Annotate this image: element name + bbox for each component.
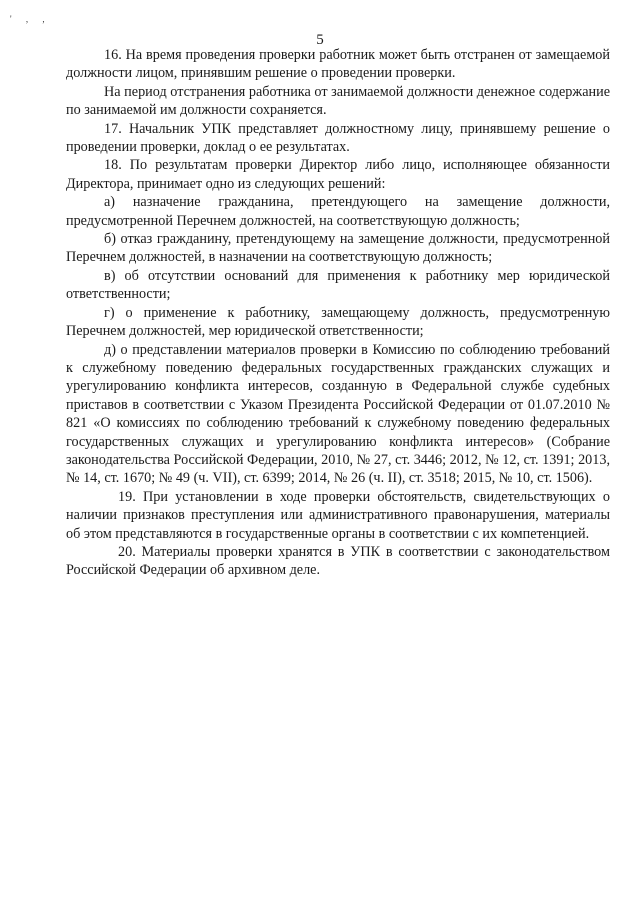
- paragraph-16-continued: На период отстранения работника от занимаемой должности денежное содержание по занимаемой им должности сохраняется.: [66, 83, 610, 119]
- paragraph-18-v: в) об отсутствии оснований для применения к работнику мер юридической ответственности;: [66, 267, 610, 303]
- paragraph-18: 18. По результатам проверки Директор либо лицо, исполняющее обязанности Директора, принимает одно из следующих решений:: [66, 157, 610, 192]
- paragraph-18-b: б) отказ гражданину, претендующему на замещение должности, предусмотренной Перечнем должностей, в назначении на соответствующую должность;: [66, 231, 610, 266]
- paragraph-18-d: д) о представлении материалов проверки в Комиссию по соблюдению требований к служебному поведению федеральных государственных гражданских служащих и урегулированию конфликта интересов, созданную в Федеральной службе судебных приставов в соответствии с Указом Президента Российской Федерации от 01.07.2010 № 821 «О комиссиях по соблюдению требований к служебному поведению федеральных государственных служащих и урегулированию конфликта интересов» (Собрание законодательства Российской Федерации, 2010, № 27, ст. 3446; 2012, № 12, ст. 1391; 2013, № 14, ст. 1670; № 49 (ч. VII), ст. 6399; 2014, № 26 (ч. II), ст. 3518; 2015, № 10, ст. 1506).: [66, 341, 610, 487]
- paragraph-18-g: г) о применение к работнику, замещающему должность, предусмотренную Перечнем должностей, мер юридической ответственности;: [66, 304, 610, 340]
- paragraph-18-a: а) назначение гражданина, претендующего на замещение должности, предусмотренной Перечнем должностей, на соответствующую должность;: [66, 194, 610, 229]
- paragraph-16: 16. На время проведения проверки работник может быть отстранен от замещаемой должности лицом, принявшим решение о проведении проверки.: [66, 47, 610, 82]
- scan-artifact-marks: ' , ,: [10, 14, 51, 24]
- paragraph-17: 17. Начальник УПК представляет должностному лицу, принявшему решение о проведении проверки, доклад о ее результатах.: [66, 120, 610, 156]
- page-number: 5: [316, 32, 324, 48]
- document-body: [66, 46, 610, 580]
- paragraph-19: 19. При установлении в ходе проверки обстоятельств, свидетельствующих о наличии признаков преступления или административного правонарушения, материалы об этом представляются в государственные органы в соответствии с их компетенцией.: [66, 488, 610, 542]
- paragraph-20: 20. Материалы проверки хранятся в УПК в соответствии с законодательством Российской Федерации об архивном деле.: [66, 543, 610, 579]
